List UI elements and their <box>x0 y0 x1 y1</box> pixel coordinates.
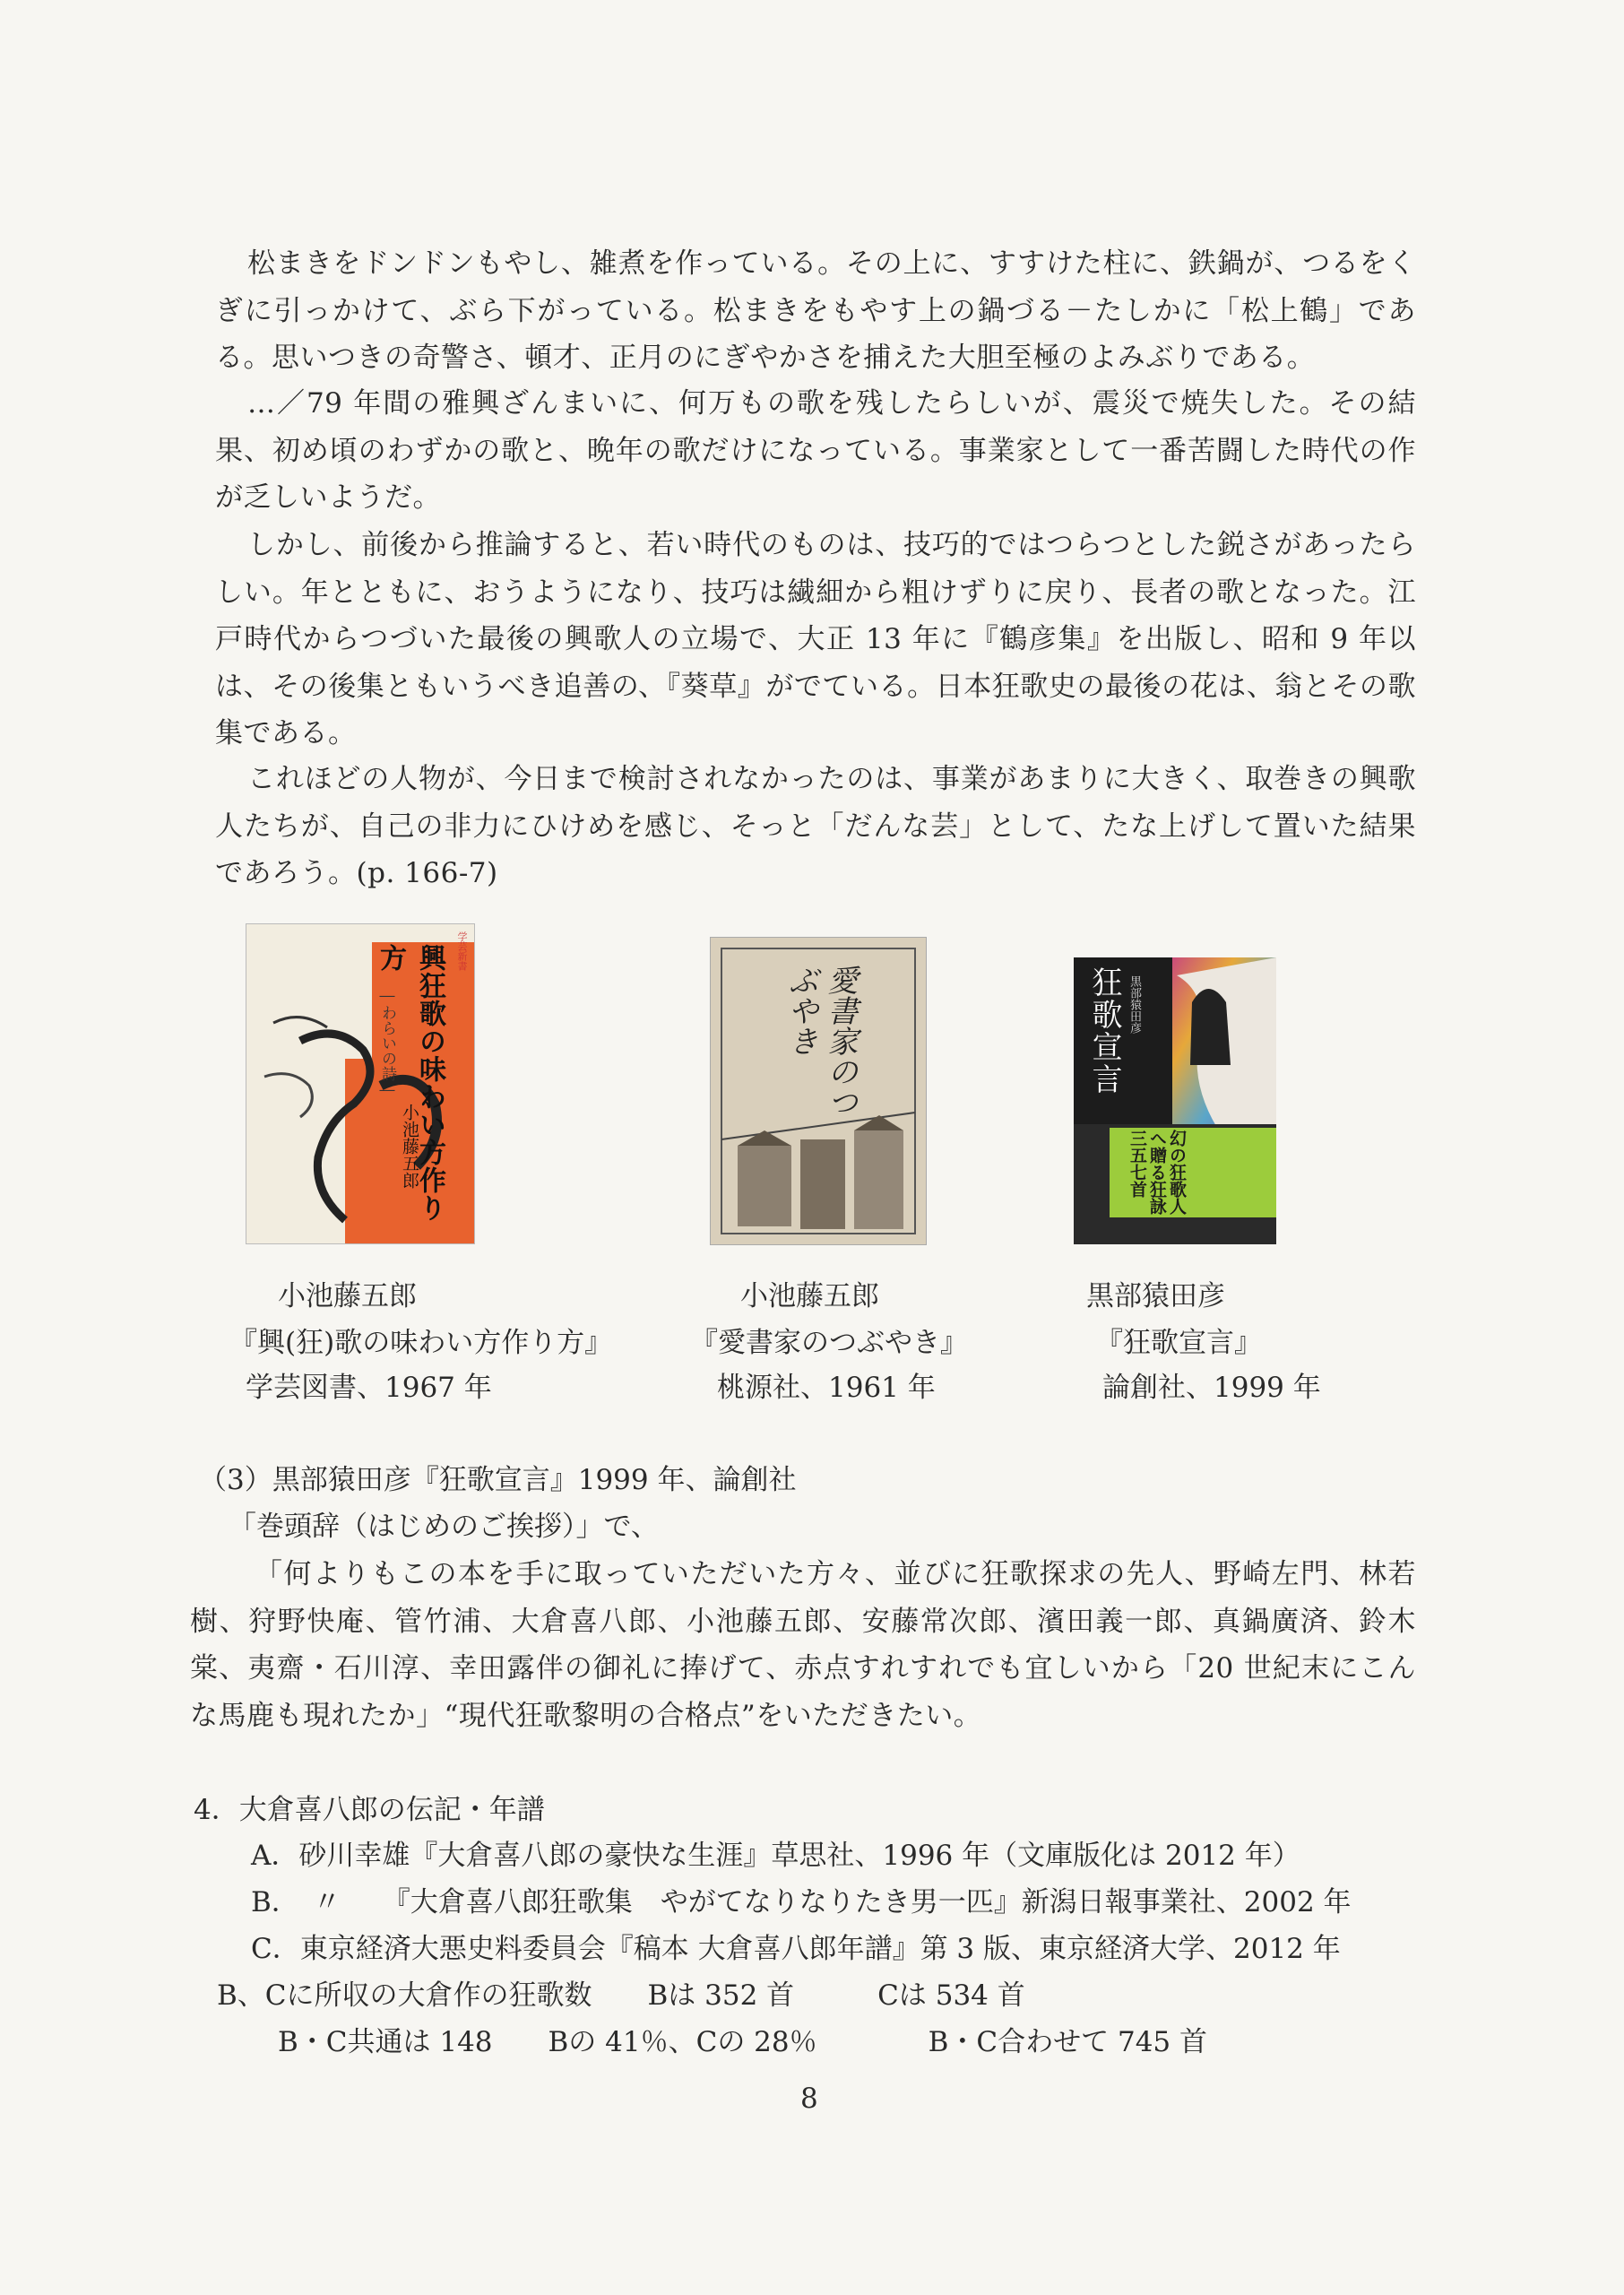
cover-subtitle: ―わらいの詩― <box>378 987 396 1099</box>
section-4-item-c: C．東京経済大悪史料委員会『稿本 大倉喜八郎年譜』第 3 版、東京経済大学、2012 年 <box>251 1933 1341 1965</box>
paragraph-1: 松まきをドンドンもやし、雑煮を作っている。その上に、すすけた柱に、鉄鍋が、つるをくぎに引っかけて、ぶら下がっている。松まきをもやす上の鍋づる－たしかに「松上鶴」である。思いつきの奇警さ、頓才、正月のにぎやかさを捕えた大胆至極のよみぶりである。 <box>215 247 1416 374</box>
book-3-title: 『狂歌宣言』 <box>1095 1327 1262 1359</box>
section-4-stats-2: B・C共通は 148 Bの 41％、Cの 28％ B・C合わせて 745 首 <box>278 2026 1207 2058</box>
book-1-title: 『興(狂)歌の味わい方作り方』 <box>229 1327 613 1359</box>
section-4-item-b: B． 〃 『大倉喜八郎狂歌集 やがてなりなりたき男一匹』新潟日報事業社、2002 年 <box>251 1886 1352 1918</box>
cover-title: 興狂歌の味わい方作り方 <box>375 944 445 1222</box>
section-4-heading: 4．大倉喜八郎の伝記・年譜 <box>194 1794 545 1826</box>
book-1-author: 小池藤五郎 <box>278 1280 417 1312</box>
section-3-intro: 「巻頭辞（はじめのご挨拶）」で、 <box>229 1511 659 1543</box>
section-4-stats-1: B、Cに所収の大倉作の狂歌数 Bは 352 首 Cは 534 首 <box>217 1979 1025 2012</box>
paragraph-2: …／79 年間の雅興ざんまいに、何万もの歌を残したらしいが、震災で焼失した。その結果、初め頃のわずかの歌と、晩年の歌だけになっている。事業家として一番苦闘した時代の作が乏しいようだ。 <box>215 387 1416 514</box>
book-2-author: 小池藤五郎 <box>740 1280 879 1312</box>
section-4-item-a: A．砂川幸雄『大倉喜八郎の豪快な生涯』草思社、1996 年（文庫版化は 2012 年） <box>251 1840 1300 1872</box>
cover-author: 小池藤五郎 <box>400 1104 419 1189</box>
cover-title: 愛書家のつぶやき <box>782 965 858 1117</box>
cover-title: 狂歌宣言 <box>1086 966 1122 1096</box>
paragraph-3: しかし、前後から推論すると、若い時代のものは、技巧的ではつらつとした鋭さがあったらしい。年とともに、おうようになり、技巧は繊細から粗けずりに戻り、長者の歌となった。江戸時代からつづいた最後の興歌人の立場で、大正 13 年に『鶴彦集』を出版し、昭和 9 年以は、その後集ともいうべき追善の、『葵草』がでている。日本狂歌史の最後の花は、翁とその歌集である。 <box>215 529 1416 749</box>
cover-band-text: 幻の狂歌人へ贈る狂詠三五七首 <box>1127 1130 1187 1215</box>
section-3-heading: （3）黒部猿田彦『狂歌宣言』1999 年、論創社 <box>199 1464 797 1496</box>
book-2-publisher: 桃源社、1961 年 <box>717 1372 936 1404</box>
book-3-publisher: 論創社、1999 年 <box>1102 1372 1321 1404</box>
book-cover-1 <box>246 923 475 1244</box>
book-cover-2 <box>710 937 927 1245</box>
book-2-title: 『愛書家のつぶやき』 <box>690 1327 968 1359</box>
book-3-author: 黒部猿田彦 <box>1086 1280 1225 1312</box>
book-1-publisher: 学芸図書、1967 年 <box>246 1372 492 1404</box>
cover-series: 学芸新書 <box>456 931 468 971</box>
page-number: 8 <box>800 2083 818 2115</box>
book-cover-3 <box>1074 957 1276 1244</box>
section-3-quote: 「何よりもこの本を手に取っていただいた方々、並びに狂歌探求の先人、野崎左門、林若樹、狩野快庵、管竹浦、大倉喜八郎、小池藤五郎、安藤常次郎、濱田義一郎、真鍋廣済、鈴木棠、夷齋・石川淳、幸田露伴の御礼に捧げて、赤点すれすれでも宜しいから「20 世紀末にこんな馬鹿も現れたか」“現代狂歌黎明の合格点”をいただきたい。 <box>190 1558 1416 1732</box>
cover-author: 黒部猿田彦 <box>1127 975 1141 1034</box>
paragraph-4: これほどの人物が、今日まで検討されなかったのは、事業があまりに大きく、取巻きの興歌人たちが、自己の非力にひけめを感じ、そっと「だんな芸」として、たな上げして置いた結果であろう。(p. 166-7) <box>215 763 1416 889</box>
